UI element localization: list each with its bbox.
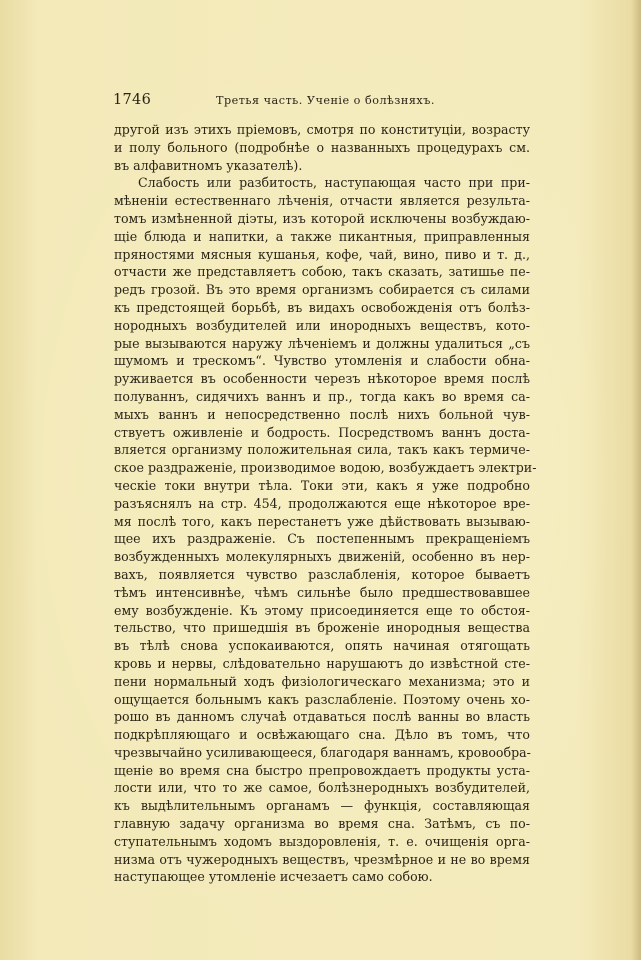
text-line: вахъ, появляется чувство разслабленія, которое бываетъ [114,566,530,582]
text-line: ское раздраженіе, производимое водою, возбуждаетъ электри- [114,460,537,476]
page-header [113,92,533,112]
text-line: нородныхъ возбудителей или инородныхъ веществъ, кото- [114,317,530,333]
body-text [114,121,537,886]
text-line: главную задачу организма во время сна. Затѣмъ, съ по- [114,816,530,832]
page-edge-shadow [631,0,641,960]
text-line: редъ грозой. Въ это время организмъ собирается съ силами [114,282,530,298]
text-line: томъ измѣненной діэты, изъ которой исключены возбуждаю- [114,210,530,226]
text-line: къ выдѣлительнымъ органамъ — функція, составляющая [114,798,530,814]
text-line: и полу больного (подробнѣе о названныхъ процедурахъ см. [114,139,530,155]
text-line: щее ихъ раздраженіе. Съ постепеннымъ прекращеніемъ [114,531,530,547]
text-line: шумомъ и трескомъ“. Чувство утомленія и слабости обна- [114,353,530,369]
text-line: мя послѣ того, какъ перестанетъ уже дѣйствовать вызываю- [114,513,530,529]
text-line: другой изъ этихъ пріемовъ, смотря по конституціи, возрасту [114,122,530,137]
text-line: рые вызываются наружу лѣченіемъ и должны удалиться „съ [114,335,530,351]
text-line: ему возбужденіе. Къ этому присоединяется еще то обстоя- [114,602,530,618]
text-line: мѣненіи естественнаго лѣченія, отчасти является результа- [114,193,530,209]
text-line: щеніе во время сна быстро препровождаетъ продукты уста- [114,762,530,778]
text-line: къ предстоящей борьбѣ, въ видахъ освобожденія отъ болѣз- [114,299,530,315]
text-line: пени нормальный ходъ физіологическаго механизма; это и [114,673,530,689]
text-line: подкрѣпляющаго и освѣжающаго сна. Дѣло въ томъ, что [114,727,530,743]
text-line: тѣмъ интенсивнѣе, чѣмъ сильнѣе было предшествовавшее [114,584,530,600]
text-line: разъяснялъ на стр. 454, продолжаются еще нѣкоторое вре- [114,495,530,511]
text-line: руживается въ особенности черезъ нѣкоторое время послѣ [114,371,530,387]
text-line: ческіе токи внутри тѣла. Токи эти, какъ я уже подробно [114,477,530,493]
text-line: лости или, что то же самое, болѣзнеродныхъ возбудителей, [114,780,530,796]
running-head: Третья часть. Ученіе о болѣзняхъ. [216,94,435,107]
text-line: въ тѣлѣ снова успокаиваются, опять начиная отягощать [114,638,530,654]
text-line: тельство, что пришедшія въ броженіе инородныя вещества [114,620,530,636]
text-line: вляется организму положительная сила, такъ какъ термиче- [114,442,530,458]
text-line: чрезвычайно усиливающееся, благодаря ваннамъ, кровообра- [114,744,531,760]
page-number: 1746 [113,92,152,108]
text-line: наступающее утомленіе исчезаетъ само собою. [114,869,433,885]
text-line: пряностями мясныя кушанья, кофе, чай, вино, пиво и т. д., [114,246,530,262]
text-line: отчасти же представляетъ собою, такъ сказать, затишье пе- [114,264,530,280]
text-line: полуваннъ, сидячихъ ваннъ и пр., тогда какъ во время са- [114,388,530,404]
text-line: щіе блюда и напитки, а также пикантныя, приправленныя [114,228,530,244]
text-line: ощущается больнымъ какъ разслабленіе. Поэтому очень хо- [114,691,530,707]
text-line: мыхъ ваннъ и непосредственно послѣ нихъ больной чув- [114,406,530,422]
text-line: въ алфавитномъ указателѣ). [114,157,303,173]
text-line: ствуетъ оживленіе и бодрость. Посредствомъ ваннъ доста- [114,424,530,440]
text-line: низма отъ чужеродныхъ веществъ, чрезмѣрное и не во время [114,851,530,867]
text-line: кровь и нервы, слѣдовательно нарушаютъ до извѣстной сте- [114,655,530,671]
text-line: рошо въ данномъ случаѣ отдаваться послѣ ванны во власть [114,709,530,725]
text-line: возбужденныхъ молекулярныхъ движеній, особенно въ нер- [114,549,530,565]
text-line: ступательнымъ ходомъ выздоровленія, т. е. очищенія орга- [114,833,530,849]
text-line: Слабость или разбитость, наступающая часто при при- [138,175,530,191]
